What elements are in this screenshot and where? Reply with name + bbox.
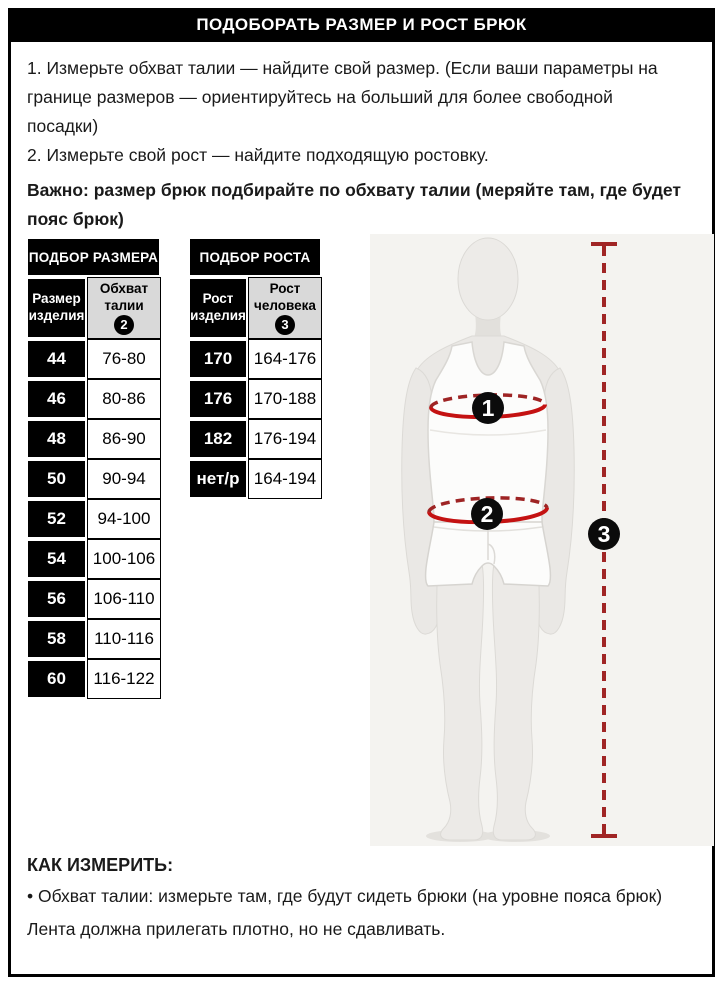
how-to-measure-line-1: • Обхват талии: измерьте там, где будут сидеть брюки (на уровне пояса брюк) [27,886,663,906]
height-table-col1-header [188,277,248,339]
person-height-cell: 170-188 [248,379,322,419]
marker-1-icon [472,392,504,424]
how-to-measure-block [27,850,703,946]
marker-2-icon: 2 [114,315,134,335]
waist-range-cell: 110-116 [87,619,161,659]
height-cell: 170 [188,339,248,379]
height-cell: нет/р [188,459,248,499]
waist-range-cell: 90-94 [87,459,161,499]
col-header-label: Рост человека [254,280,316,313]
instruction-step-2: 2. Измерьте свой рост — найдите подходящую ростовку. [27,145,489,165]
height-table [188,237,322,499]
instruction-step-1-line-1: 1. Измерьте обхват талии — найдите свой размер. (Если ваши параметры на [27,58,658,78]
height-table-title: ПОДБОР РОСТА [188,237,322,277]
size-cell: 54 [26,539,87,579]
waist-range-cell: 106-110 [87,579,161,619]
waist-range-cell: 80-86 [87,379,161,419]
size-table [26,237,161,699]
marker-3-icon [588,518,620,550]
size-table-col2-header [87,277,161,339]
marker-2-label: 2 [480,501,494,527]
how-to-measure-title: КАК ИЗМЕРИТЬ: [27,855,174,875]
marker-2-icon [471,498,503,530]
height-cell: 182 [188,419,248,459]
instructions-block [27,54,703,234]
col-header-label: Размер изделия [28,291,85,323]
waist-range-cell: 116-122 [87,659,161,699]
height-table-col2-header [248,277,322,339]
size-cell: 48 [26,419,87,459]
size-cell: 60 [26,659,87,699]
instruction-step-1-line-3: посадки) [27,116,99,136]
size-cell: 50 [26,459,87,499]
waist-range-cell: 100-106 [87,539,161,579]
size-cell: 44 [26,339,87,379]
important-note-line-2: пояс брюк) [27,209,124,229]
size-cell: 58 [26,619,87,659]
person-height-cell: 176-194 [248,419,322,459]
person-height-cell: 164-176 [248,339,322,379]
size-cell: 46 [26,379,87,419]
mannequin-illustration [370,234,714,846]
marker-3-label: 3 [597,521,611,547]
instruction-step-1-line-2: границе размеров — ориентируйтесь на больший для более свободной [27,87,613,107]
marker-1-label: 1 [481,395,495,421]
size-table-col1-header [26,277,87,339]
waist-range-cell: 86-90 [87,419,161,459]
size-cell: 56 [26,579,87,619]
important-note-line-1: Важно: размер брюк подбирайте по обхвату талии (меряйте там, где будет [27,180,682,200]
page-title: ПОДОБОРАТЬ РАЗМЕР И РОСТ БРЮК [8,8,715,42]
col-header-label: Рост изделия [190,291,246,323]
col-header-label: Обхват талии [99,280,149,313]
height-cell: 176 [188,379,248,419]
size-table-title: ПОДБОР РАЗМЕРА [26,237,161,277]
how-to-measure-line-2: Лента должна прилегать плотно, но не сдавливать. [27,919,446,939]
person-height-cell: 164-194 [248,459,322,499]
mannequin-figure [370,234,714,846]
waist-range-cell: 94-100 [87,499,161,539]
marker-3-icon: 3 [275,315,295,335]
waist-range-cell: 76-80 [87,339,161,379]
size-cell: 52 [26,499,87,539]
